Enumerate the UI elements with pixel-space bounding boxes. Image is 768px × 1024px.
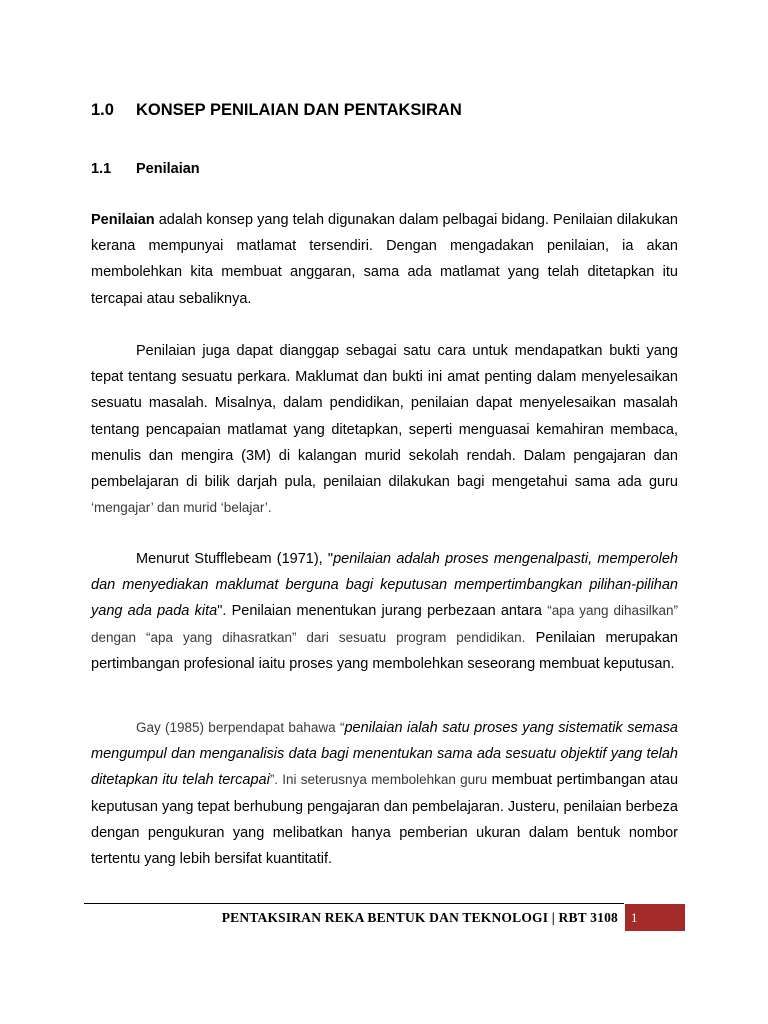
paragraph-3-quote: penilaian adalah proses mengenalpasti, memperoleh dan menyediakan maklumat berguna bagi keputusan mempertimbangkan pilihan-pilihan yang ada pada kita (91, 551, 678, 620)
section-heading (91, 101, 462, 120)
subsection-number: 1.1 (91, 161, 112, 177)
subsection-title: Penilaian (136, 161, 200, 177)
paragraph-3-soft: “apa yang dihasilkan” dengan “apa yang dihasratkan” dari sesuatu program pendidikan. (91, 603, 678, 645)
paragraph-4-intro: Gay (1985) berpendapat bahawa “ (136, 720, 345, 735)
paragraph-4-after-quote: ”. Ini seterusnya membolehkan guru (269, 772, 488, 788)
paragraph-3-rest: Penilaian merupakan pertimbangan profesional iaitu proses yang membolehkan seseorang membuat keputusan. (91, 629, 678, 672)
page-number: 1 (631, 910, 638, 925)
page-number-badge (625, 904, 685, 931)
paragraph-1-lead: Penilaian (91, 212, 155, 228)
footer-divider (84, 903, 624, 904)
paragraph-3 (91, 546, 678, 677)
paragraph-4 (91, 715, 678, 872)
paragraph-3-after-quote: ". Penilaian menentukan jurang perbezaan antara (217, 603, 548, 620)
paragraph-2-text: Penilaian juga dapat dianggap sebagai satu cara untuk mendapatkan bukti yang tepat tentang sesuatu perkara. Maklumat dan bukti ini amat penting dalam menyelesaikan sesuatu masalah. Misalnya, dalam pendidikan, penilaian dapat menyelesaikan masalah tentang pencapaian matlamat yang ditetapkan, seperti menguasai kemahiran membaca, menulis dan mengira (3M) di kalangan murid sekolah rendah. Dalam pengajaran dan pembelajaran di bilik darjah pula, penilaian dilakukan bagi mengetahui sama ada guru (91, 343, 678, 491)
paragraph-4-rest: membuat pertimbangan atau keputusan yang tepat berhubung pengajaran dan pembelajaran. Justeru, penilaian berbeza dengan pengukuran yang melibatkan hanya pemberian ukuran dalam bentuk nombor tertentu yang lebih bersifat kuantitatif. (91, 772, 679, 868)
paragraph-2-soft: ‘mengajar’ dan murid ‘belajar’. (91, 500, 272, 516)
paragraph-1 (91, 207, 678, 312)
paragraph-4-quote: penilaian ialah satu proses yang sistematik semasa mengumpul dan menganalisis data bagi menentukan sama ada sesuatu objektif yang telah ditetapkan itu telah tercapai (91, 720, 678, 789)
paragraph-3-intro: Menurut Stufflebeam (1971), " (136, 551, 334, 567)
footer-title: PENTAKSIRAN REKA BENTUK DAN TEKNOLOGI | RBT 3108 (221, 910, 618, 925)
paragraph-2 (91, 338, 678, 521)
section-title: KONSEP PENILAIAN DAN PENTAKSIRAN (136, 101, 462, 119)
paragraph-1-text: adalah konsep yang telah digunakan dalam pelbagai bidang. Penilaian dilakukan kerana mempunyai matlamat tersendiri. Dengan mengadakan penilaian, ia akan membolehkan kita membuat anggaran, sama ada matlamat yang telah ditetapkan itu tercapai atau sebaliknya. (91, 212, 678, 307)
section-number: 1.0 (91, 101, 114, 119)
subsection-heading (91, 161, 200, 177)
